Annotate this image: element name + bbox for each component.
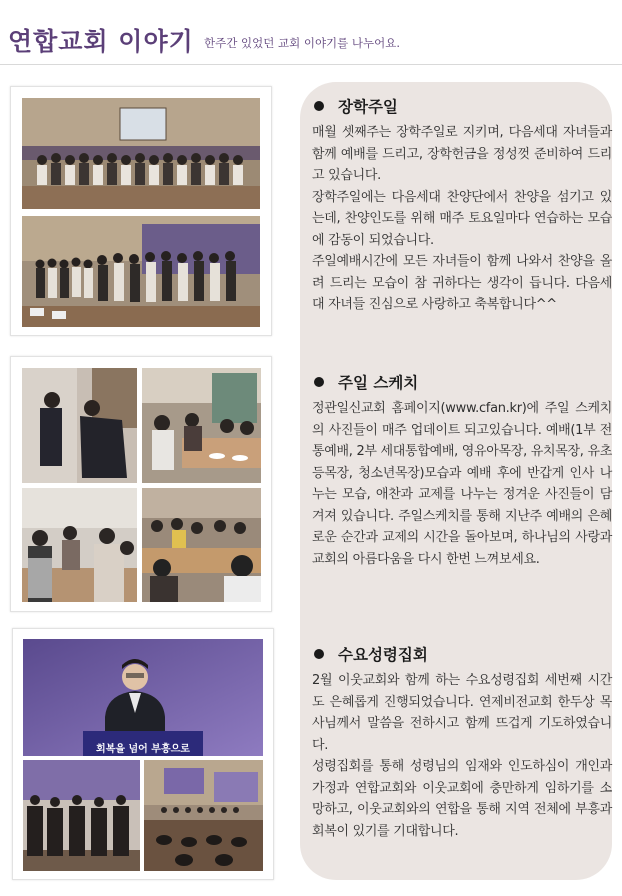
section-body — [312, 398, 612, 570]
choir-photo-bottom — [22, 216, 260, 327]
fellowship-photo-2 — [22, 488, 137, 602]
section-title: 수요성령집회 — [338, 646, 428, 664]
paragraph: 성령집회를 통해 성령님의 임재와 인도하심이 개인과 가정과 연합교회와 이웃교회에 충만하게 임하기를 소망하고, 이웃교회와의 연합을 통해 지역 전체에 부흥과 회복이 있기를 기대합니다. — [312, 759, 612, 839]
paragraph: 매월 셋째주는 장학주일로 지키며, 다음세대 자녀들과 함께 예배를 드리고, 장학헌금을 정성껏 준비하여 드리고 있습니다. — [312, 125, 612, 183]
photo-group-scholarship — [10, 86, 272, 336]
page-subtitle: 한주간 있었던 교회 이야기를 나누어요. — [204, 36, 401, 50]
section-heading — [312, 94, 612, 118]
page-title: 연합교회 이야기 — [8, 27, 194, 56]
bullet-icon — [314, 649, 324, 659]
bullet-icon — [314, 101, 324, 111]
section-title: 장학주일 — [338, 98, 398, 116]
choir-photo-top — [22, 98, 260, 209]
section-title: 주일 스케치 — [338, 374, 419, 392]
greeting-photo — [22, 368, 137, 483]
paragraph: 주일예배시간에 모든 자녀들이 함께 나와서 찬양을 올려 드리는 모습이 참 귀하다는 생각이 듭니다. 다음세대 자녀들 진심으로 사랑하고 축복합니다^^ — [312, 254, 612, 312]
fellowship-photo-1 — [142, 368, 261, 483]
header-divider — [0, 64, 622, 65]
group-prayer-photo — [23, 760, 140, 871]
banner-text: 회복을 넘어 부흥으로 — [96, 744, 190, 755]
section-sunday-sketch — [312, 370, 612, 570]
paragraph: 2월 이웃교회와 함께 하는 수요성령집회 세번째 시간도 은혜롭게 진행되었습니다. 연제비전교회 한두상 목사님께서 말씀을 전하시고 함께 뜨겁게 기도하였습니다. — [312, 673, 612, 753]
photo-group-sunday-sketch — [10, 356, 272, 612]
section-body — [312, 670, 612, 842]
section-heading — [312, 370, 612, 394]
bullet-icon — [314, 377, 324, 387]
paragraph: 장학주일에는 다음세대 찬양단에서 찬양을 섬기고 있는데, 찬양인도를 위해 매주 토요일마다 연습하는 모습에 감동이 되었습니다. — [312, 189, 612, 248]
preacher-photo — [23, 639, 263, 756]
section-scholarship-sunday — [312, 94, 612, 316]
section-wednesday-meeting — [312, 642, 612, 842]
fellowship-photo-3 — [142, 488, 261, 602]
page-header — [0, 0, 622, 66]
paragraph: 정관일신교회 홈페이지(www.cfan.kr)에 주일 스케치의 사진들이 매주 업데이트 되고있습니다. 예배(1부 전통예배, 2부 세대통합예배, 영유아목장, 유치목장, 유초등목장, 청소년목장)모습과 예배 후에 반갑게 인사 나누는 모습, 애찬과 교제를 나누는 정겨운 사진들이 담겨져 있습니다. 주일스케치를 통해 지난주 예배의 은혜로운 순간과 교제의 시간을 돌아보며, 하나님의 사랑과 교회의 아름다움을 다시 한번 느껴보세요. — [312, 401, 612, 567]
section-body — [312, 122, 612, 316]
section-heading — [312, 642, 612, 666]
sanctuary-photo — [144, 760, 263, 871]
photo-group-wednesday — [12, 628, 274, 880]
